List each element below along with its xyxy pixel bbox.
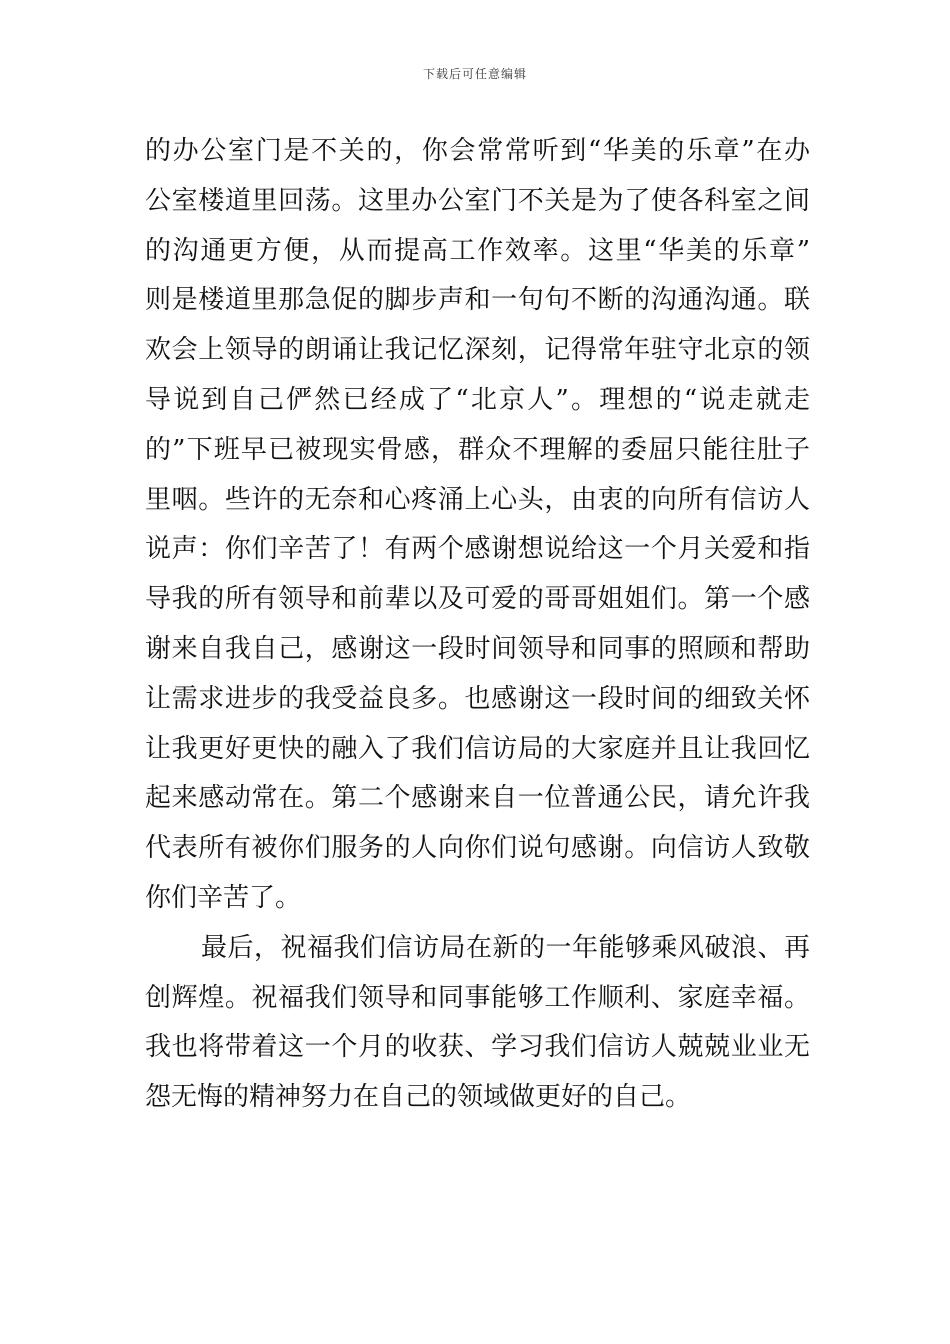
paragraph-2 xyxy=(145,924,810,1123)
text-line: 导说到自己俨然已经成了“北京人”。理想的“说走就走 xyxy=(145,384,810,415)
text-line: 谢来自我自己，感谢这一段时间领导和同事的照顾和帮助 xyxy=(145,633,810,664)
text-line: 最后，祝福我们信访局在新的一年能够乘风破浪、再 xyxy=(201,932,810,963)
text-line: 让我更好更快的融入了我们信访局的大家庭并且让我回忆 xyxy=(145,733,810,764)
text-line: 起来感动常在。第二个感谢来自一位普通公民，请允许我 xyxy=(145,783,810,814)
text-line: 欢会上领导的朗诵让我记忆深刻，记得常年驻守北京的领 xyxy=(145,335,810,366)
text-line: 的沟通更方便，从而提高工作效率。这里“华美的乐章” xyxy=(145,235,810,266)
document-body xyxy=(145,127,810,1123)
text-line: 的办公室门是不关的，你会常常听到“华美的乐章”在办 xyxy=(145,136,810,166)
text-line: 里咽。些许的无奈和心疼涌上心头，由衷的向所有信访人 xyxy=(145,484,810,515)
text-line: 说声：你们辛苦了！有两个感谢想说给这一个月关爱和指 xyxy=(145,534,810,565)
text-line: 创辉煌。祝福我们领导和同事能够工作顺利、家庭幸福。 xyxy=(145,982,810,1013)
text-line: 公室楼道里回荡。这里办公室门不关是为了使各科室之间 xyxy=(145,185,810,216)
text-line: 你们辛苦了。 xyxy=(145,882,302,913)
text-line: 代表所有被你们服务的人向你们说句感谢。向信访人致敬 xyxy=(145,833,810,864)
text-line: 的”下班早已被现实骨感，群众不理解的委屈只能往肚子 xyxy=(145,434,810,465)
text-line: 让需求进步的我受益良多。也感谢这一段时间的细致关怀 xyxy=(145,683,810,714)
text-line: 我也将带着这一个月的收获、学习我们信访人兢兢业业无 xyxy=(145,1032,810,1063)
text-line: 导我的所有领导和前辈以及可爱的哥哥姐姐们。第一个感 xyxy=(145,584,810,615)
page-header: 下载后可任意编辑 xyxy=(422,67,527,81)
text-line: 怨无悔的精神努力在自己的领域做更好的自己。 xyxy=(145,1082,692,1113)
paragraph-1 xyxy=(145,127,810,924)
text-line: 则是楼道里那急促的脚步声和一句句不断的沟通沟通。联 xyxy=(145,285,810,316)
